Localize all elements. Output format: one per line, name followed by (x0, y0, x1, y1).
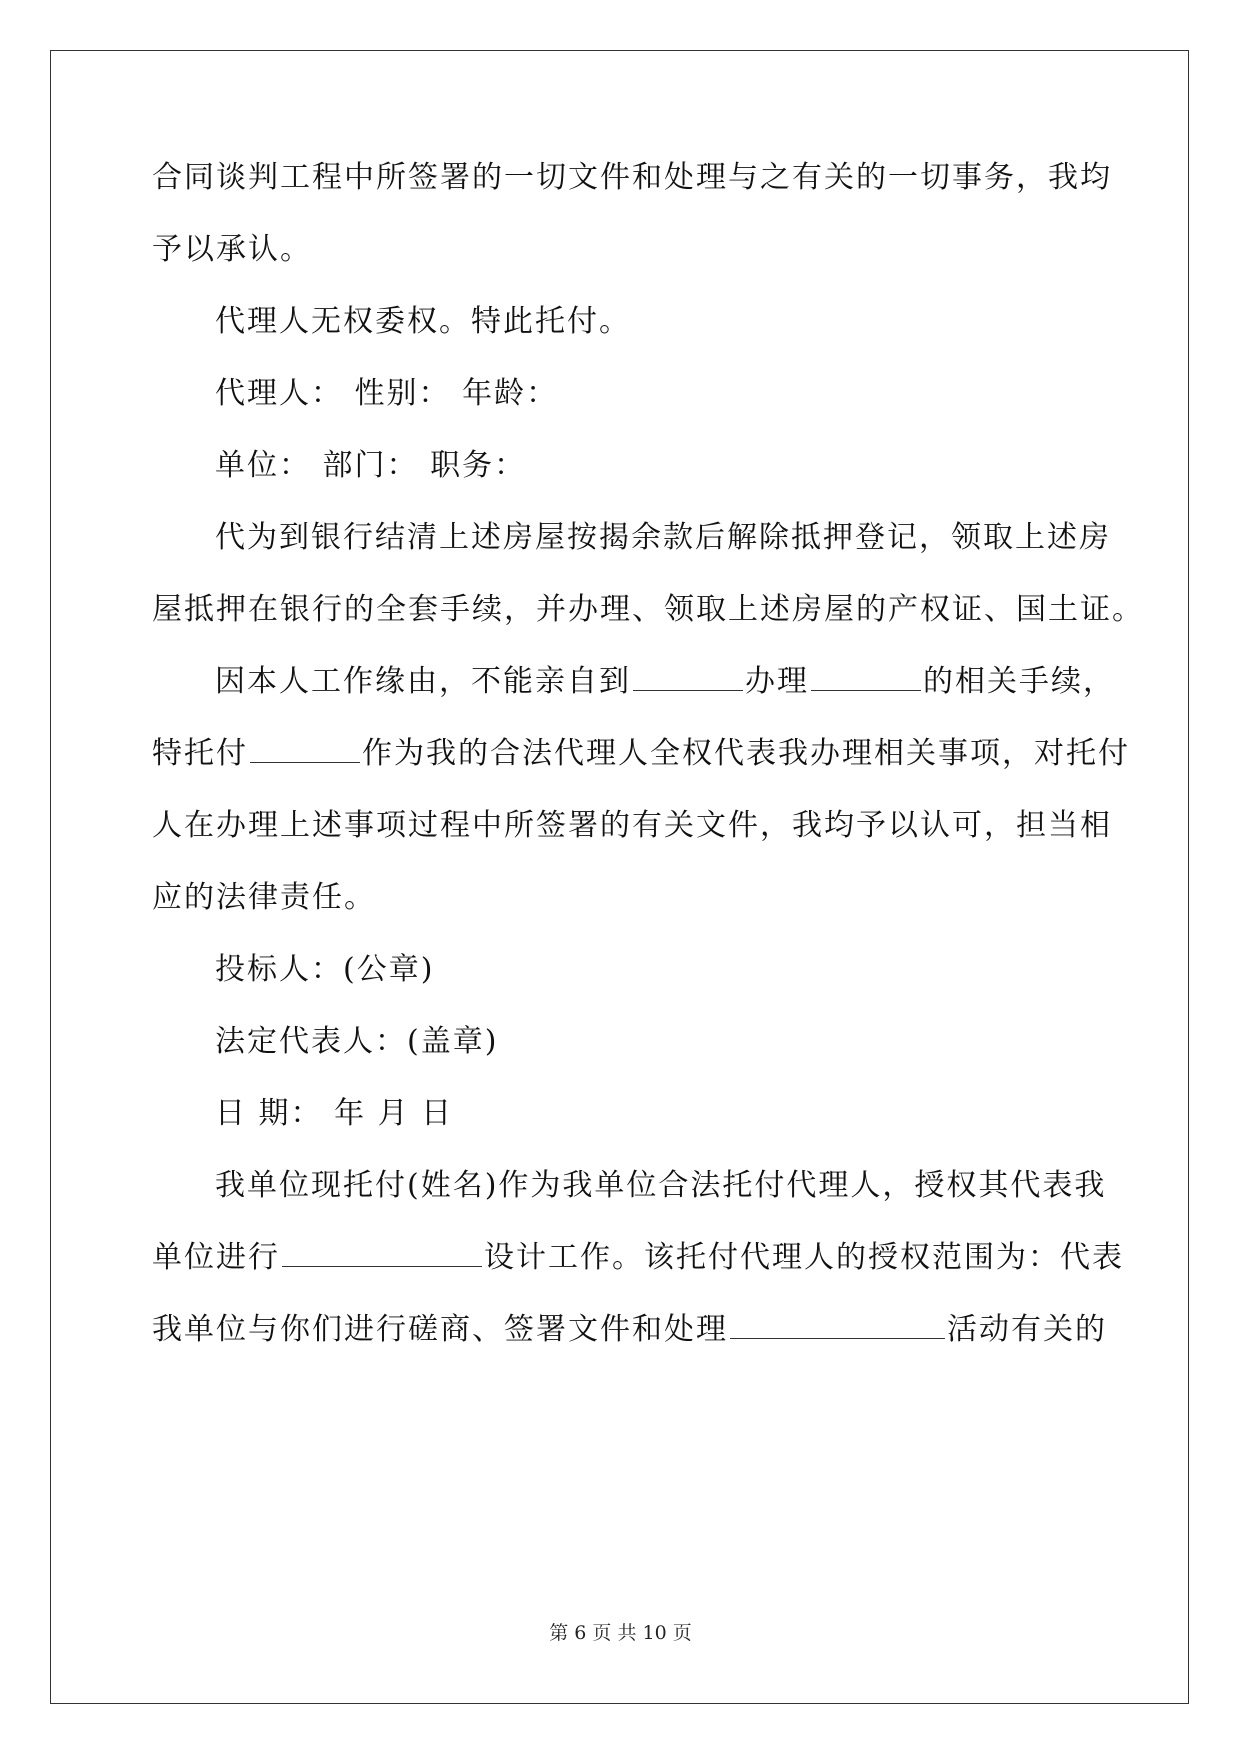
paragraph-line-with-blanks (152, 1312, 1107, 1348)
paragraph-line: 代理人无权委权。特此托付。 (215, 304, 631, 339)
fill-in-blank (250, 736, 360, 763)
paragraph-line: 日 期： 年 月 日 (215, 1096, 454, 1131)
fill-in-blank (633, 664, 743, 691)
paragraph-line: 单位： 部门： 职务： (215, 448, 527, 483)
paragraph-line: 代为到银行结清上述房屋按揭余款后解除抵押登记，领取上述房 (215, 520, 1111, 555)
paragraph-line: 投标人：(公章) (215, 952, 435, 987)
text-segment: 因本人工作缘由，不能亲自到 (215, 664, 631, 699)
paragraph-line: 屋抵押在银行的全套手续，并办理、领取上述房屋的产权证、国土证。 (152, 592, 1144, 627)
paragraph-line: 我单位现托付(姓名)作为我单位合法托付代理人，授权其代表我 (215, 1168, 1107, 1203)
paragraph-line: 代理人： 性别： 年龄： (215, 376, 559, 411)
text-segment: 设计工作。该托付代理人的授权范围为：代表 (484, 1240, 1124, 1275)
text-segment: 办理 (745, 664, 809, 699)
fill-in-blank (811, 664, 921, 691)
paragraph-line: 予以承认。 (152, 232, 312, 267)
page-number-footer: 第 6 页 共 10 页 (549, 1622, 692, 1644)
text-segment: 的相关手续， (923, 664, 1115, 699)
fill-in-blank (730, 1312, 945, 1339)
paragraph-line: 人在办理上述事项过程中所签署的有关文件，我均予以认可，担当相 (152, 808, 1112, 843)
paragraph-line-with-blanks (152, 1240, 1124, 1276)
page-frame (50, 50, 1189, 1704)
text-segment: 单位进行 (152, 1240, 280, 1275)
text-segment: 特托付 (152, 736, 248, 771)
text-segment: 活动有关的 (947, 1312, 1107, 1347)
paragraph-line: 合同谈判工程中所签署的一切文件和处理与之有关的一切事务，我均 (152, 160, 1112, 195)
paragraph-line: 应的法律责任。 (152, 880, 376, 915)
text-segment: 我单位与你们进行磋商、签署文件和处理 (152, 1312, 728, 1347)
paragraph-line-with-blanks (152, 736, 1130, 772)
paragraph-line: 法定代表人：(盖章) (215, 1024, 499, 1059)
text-segment: 作为我的合法代理人全权代表我办理相关事项，对托付 (362, 736, 1130, 771)
fill-in-blank (282, 1240, 482, 1267)
paragraph-line-with-blanks (215, 664, 1115, 700)
